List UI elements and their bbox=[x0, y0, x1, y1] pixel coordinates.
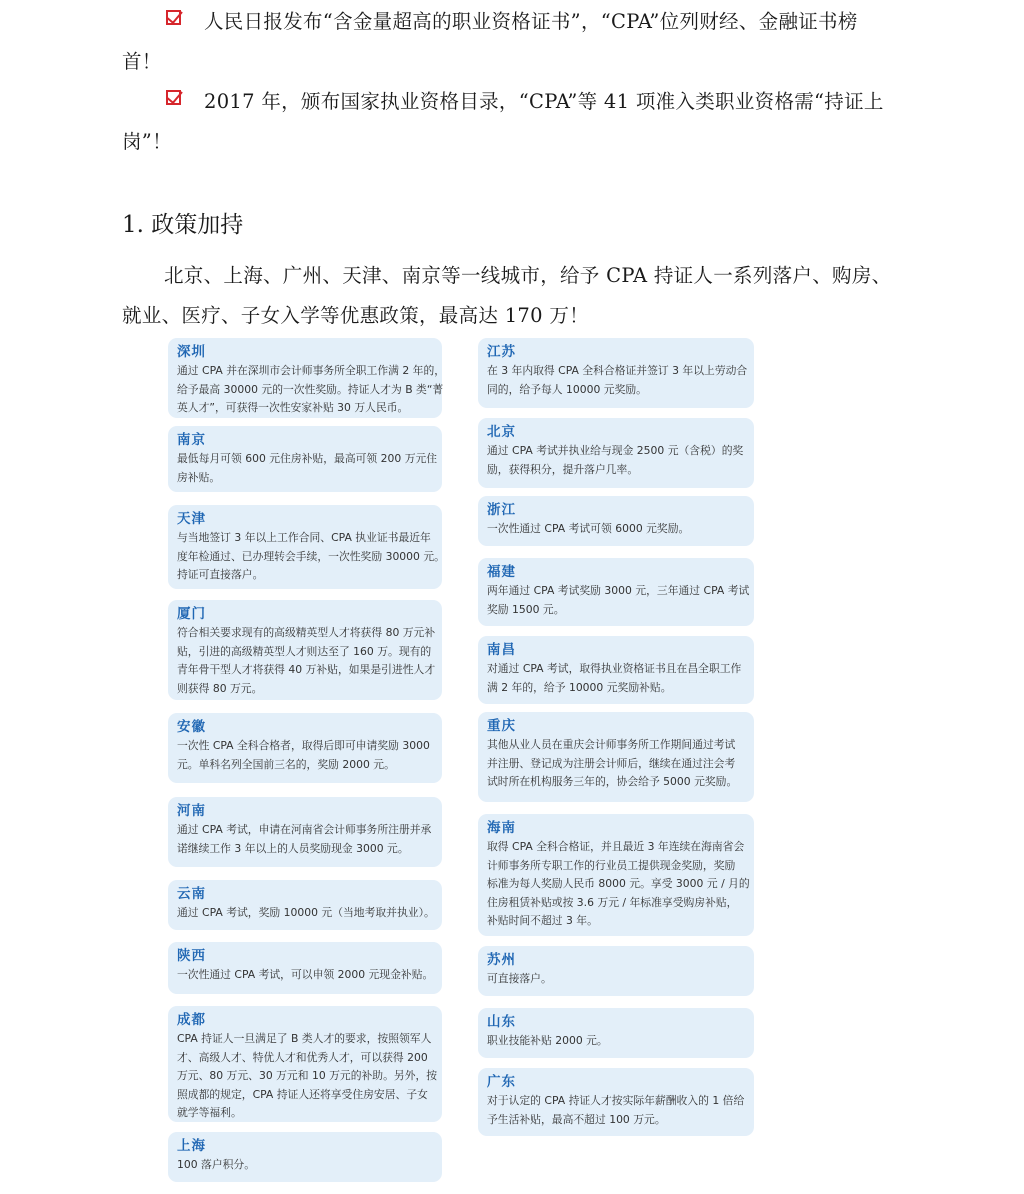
section-title: 1. 政策加持 bbox=[122, 212, 244, 238]
card-desc: 取得 CPA 全科合格证，并且最近 3 年连续在海南省会 计师事务所专职工作的行业员工提供现金奖励，奖励 标准为每人奖励人民币 8000 元。享受 3000 元 / 月的 住房租赁补贴或按 3.6 万元 / 年标准享受购房补贴， 补贴时间不超过 3 年。 bbox=[487, 840, 750, 927]
policy-card-yunnan bbox=[168, 880, 442, 930]
card-city: 福建 bbox=[487, 564, 516, 580]
policy-card-shaanxi bbox=[168, 942, 442, 994]
card-city: 苏州 bbox=[487, 952, 516, 968]
card-city: 天津 bbox=[177, 511, 206, 527]
card-city: 重庆 bbox=[487, 718, 516, 734]
card-desc: 可直接落户。 bbox=[487, 972, 552, 985]
bullet-1-line-1: 人民日报发布“含金量超高的职业资格证书”，“CPA”位列财经、金融证书榜 bbox=[204, 10, 858, 33]
card-desc: 一次性通过 CPA 考试可领 6000 元奖励。 bbox=[487, 522, 690, 535]
policy-card-tianjin bbox=[168, 505, 445, 589]
card-city: 广东 bbox=[487, 1074, 516, 1090]
card-city: 河南 bbox=[177, 803, 206, 819]
policy-card-fujian bbox=[478, 558, 754, 626]
bullet-2-line-2: 岗”！ bbox=[122, 130, 172, 153]
card-desc: 对于认定的 CPA 持证人才按实际年薪酬收入的 1 倍给 予生活补贴，最高不超过 100 万元。 bbox=[487, 1094, 745, 1126]
card-city: 云南 bbox=[177, 886, 206, 902]
card-desc: 对通过 CPA 考试，取得执业资格证书且在昌全职工作 满 2 年的，给予 10000 元奖励补贴。 bbox=[487, 662, 742, 694]
card-desc: 在 3 年内取得 CPA 全科合格证并签订 3 年以上劳动合 同的，给予每人 10000 元奖励。 bbox=[487, 364, 748, 396]
policy-card-chongqing bbox=[478, 712, 754, 802]
card-desc: CPA 持证人一旦满足了 B 类人才的要求，按照领军人 才、高级人才、特优人才和优秀人才，可以获得 200 万元、80 万元、30 万元和 10 万元的补助。另外，按 照成都的规定，CPA 持证人还将享受住房安居、子女 就学等福利。 bbox=[177, 1032, 438, 1119]
card-desc: 100 落户积分。 bbox=[177, 1158, 256, 1171]
checkbox-icon bbox=[166, 10, 181, 25]
bullet-1-line-2: 首！ bbox=[122, 50, 162, 73]
card-desc: 与当地签订 3 年以上工作合同、CPA 执业证书最近年 度年检通过、已办理转会手续，一次性奖励 30000 元。 持证可直接落户。 bbox=[177, 531, 445, 581]
card-city: 海南 bbox=[487, 820, 516, 836]
card-city: 上海 bbox=[177, 1138, 206, 1154]
card-desc: 一次性 CPA 全科合格者，取得后即可申请奖励 3000 元。单科名列全国前三名的，奖励 2000 元。 bbox=[177, 739, 430, 771]
card-desc: 通过 CPA 考试并执业给与现金 2500 元（含税）的奖 励，获得积分，提升落户几率。 bbox=[487, 444, 744, 476]
card-city: 南昌 bbox=[487, 642, 516, 658]
card-city: 南京 bbox=[177, 432, 206, 448]
card-desc: 符合相关要求现有的高级精英型人才将获得 80 万元补 贴，引进的高级精英型人才则达至了 160 万。现有的 青年骨干型人才将获得 40 万补贴，如果是引进性人才 则获得 80 万元。 bbox=[177, 626, 436, 695]
bullet-2-line-1: 2017 年，颁布国家执业资格目录，“CPA”等 41 项准入类职业资格需“持证上 bbox=[204, 90, 884, 113]
policy-card-shanghai bbox=[168, 1132, 442, 1182]
card-desc: 最低每月可领 600 元住房补贴，最高可领 200 万元住 房补贴。 bbox=[177, 452, 438, 484]
card-desc: 通过 CPA 考试，奖励 10000 元（当地考取并执业）。 bbox=[177, 906, 435, 919]
policy-card-suzhou bbox=[478, 946, 754, 996]
policy-card-beijing bbox=[478, 418, 754, 488]
card-city: 安徽 bbox=[177, 719, 206, 735]
card-city: 深圳 bbox=[177, 344, 206, 360]
checkbox-icon bbox=[166, 90, 181, 105]
card-desc: 职业技能补贴 2000 元。 bbox=[487, 1034, 608, 1047]
policy-card-nanjing bbox=[168, 426, 442, 492]
card-city: 厦门 bbox=[177, 606, 206, 622]
policy-card-hainan bbox=[478, 814, 754, 936]
card-desc: 通过 CPA 考试，申请在河南省会计师事务所注册并承 诺继续工作 3 年以上的人员奖励现金 3000 元。 bbox=[177, 823, 432, 855]
card-city: 浙江 bbox=[487, 502, 516, 518]
policy-card-jiangsu bbox=[478, 338, 754, 408]
card-city: 成都 bbox=[177, 1012, 206, 1028]
section-intro-line-1: 北京、上海、广州、天津、南京等一线城市，给予 CPA 持证人一系列落户、购房、 bbox=[164, 264, 892, 287]
card-city: 陕西 bbox=[177, 948, 206, 964]
card-desc: 两年通过 CPA 考试奖励 3000 元，三年通过 CPA 考试 奖励 1500 元。 bbox=[487, 584, 750, 616]
policy-card-shandong bbox=[478, 1008, 754, 1058]
policy-card-nanchang bbox=[478, 636, 754, 704]
card-desc: 通过 CPA 并在深圳市会计师事务所全职工作满 2 年的， 给予最高 30000 元的一次性奖励。持证人才为 B 类“菁 英人才”，可获得一次性安家补贴 30 万人民币。 bbox=[177, 364, 446, 414]
policy-card-guangdong bbox=[478, 1068, 754, 1136]
card-desc: 其他从业人员在重庆会计师事务所工作期间通过考试 并注册、登记成为注册会计师后，继续在通过注会考 试时所在机构服务三年的，协会给予 5000 元奖励。 bbox=[487, 738, 738, 788]
section-intro-line-2: 就业、医疗、子女入学等优惠政策，最高达 170 万！ bbox=[122, 304, 589, 327]
card-desc: 一次性通过 CPA 考试，可以申领 2000 元现金补贴。 bbox=[177, 968, 434, 981]
card-city: 江苏 bbox=[487, 344, 516, 360]
policy-card-xiamen bbox=[168, 600, 442, 700]
policy-card-anhui bbox=[168, 713, 442, 783]
policy-card-shenzhen bbox=[168, 338, 446, 418]
policy-card-henan bbox=[168, 797, 442, 867]
policy-card-chengdu bbox=[168, 1006, 442, 1122]
card-city: 山东 bbox=[487, 1014, 516, 1030]
card-city: 北京 bbox=[487, 424, 516, 440]
policy-card-zhejiang bbox=[478, 496, 754, 546]
